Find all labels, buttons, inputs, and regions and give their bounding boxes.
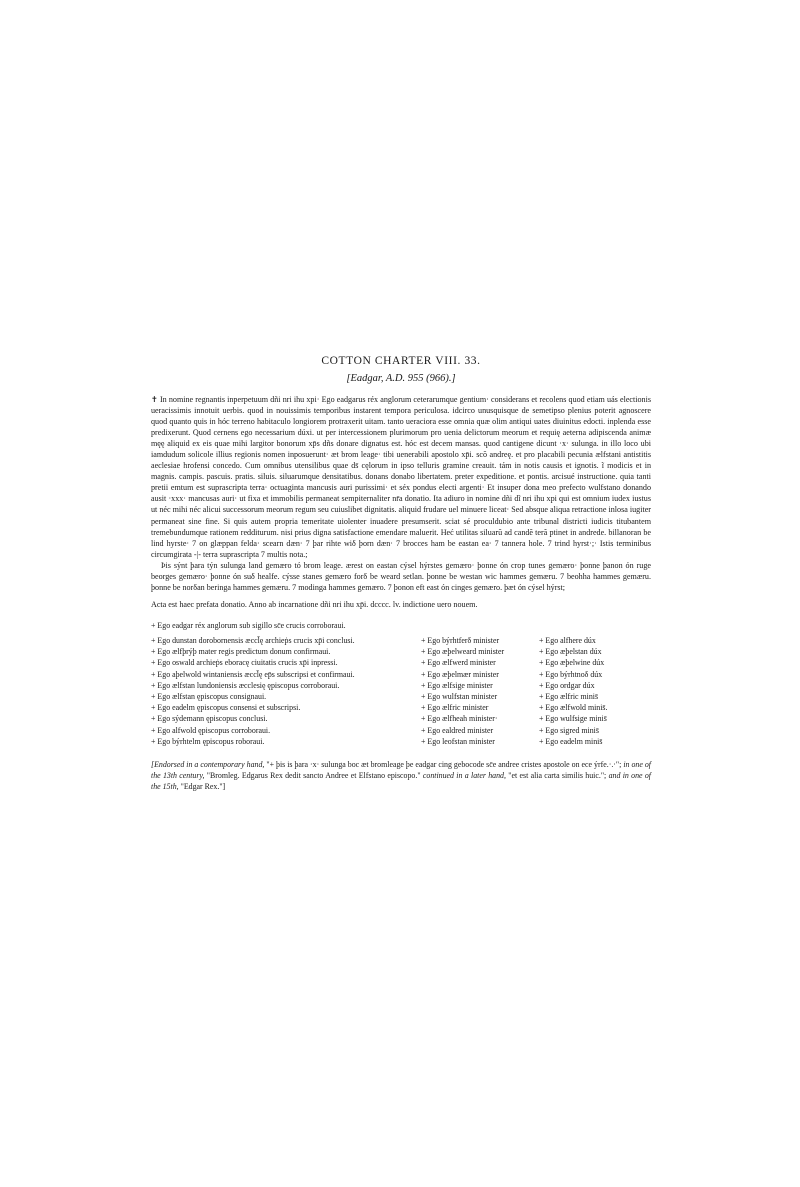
witness-list [151,620,651,747]
endorsement-quote: "et est alia carta similis huic."; [508,771,607,781]
witness-row: + Ego ælfric minister [421,703,489,713]
witness-row: + Ego sigred minis̄ [539,725,599,735]
witness-row: + Ego leofstan minister [421,736,495,746]
witness-row: + Ego býrhtferδ minister [421,636,500,646]
witness-row: + Ego eadelm minis̄ [539,736,603,746]
charter-text: ✝ In nomine regnantis inperpetuum dñi nri ihu xpi· Ego eadgarus réx anglorum ceterarumque gentium· considerans et recolens quod etiam uás electionis ueracissimis innotuit uerbis. quod in nouissimis temporibus instarent tempora periculosa. idcirco unusquisque de semetipso plenius poterit agnoscere quod quanto quis in hóc terreno habitaculo longiorem protraxerit uitam. tanto ueraciora esse omnia quæ olim antiqui uates diuinitus edocti. inplenda esse predixerunt. Quod cernens ego necessarium dúxi. ut per intercessionem plurimorum pro uenia delictorum meorum et requię aeterna adipiscenda animæ męę aliquid ex eis quae mihi largitor bonorum xp̄s dñs donare dignatus est. hóc est decem mansas. quod cantigene dicunt ·x· sulunga. in illo loco ubi iamdudum solicole illius regionis nomen inposuerunt· æt brom leage· tibi uenerabili apostolo xp̄i. scõ andreę. et pro placabili pecunia ælfstani antistitis aeclesiae hrofensi concedo. Cum omnibus utensilibus quae ds̄ cęlorum in ipso telluris gramine creauit. tám in notis causis et ignotis. ĩ modicis et in magnis. campis. pascuis. pratis. siluis. siluarumque densitatibus. donans donabo libertatem. preter expeditione. et pontis. arcisué instructione. quia tanti pretii emtum est suprascripta terra· octuaginta mancusis auri purissimi· et séx pondus electi argenti· Et insuper dona meo prefecto wulfstano donando ausit ·xxx· mancusas auri· ut fixa et immobilis permaneat sempiternaliter nr̄a donatio. Ita adiuro in nomine dñi dĩ nri ihu xpi qui est omnium iudex iustus ut néc mihi néc alicui successorum meorum regum seu cuiuslibet dignitatis. aliquid frudare uel minuere liceat· Sed absque aliqua retractione inlosa iugiter permaneat sine fine. Si quis autem propria temeritate uiolenter inuadere presumserit. sciat sé proculdubio ante tribunal districti iudicis titubantem tremebundumque rationem redditurum. nisi prius digna satisfactione emendare maluerit. Heć utilitas siluarũ ad candẽ terã ptinet in andrede. billanoran be lind hyrste· 7 on glæppan felda· scearn dæn· 7 þar rihte wiδ þorn dæn· 7 brocces ham be eastan ea· 7 tannera hole. 7 trind hyrst·;· Istis terminibus circumgirata -|- terra suprascripta 7 multis nota.; [151,395,651,559]
witness-row: + Ego alfwold ępiscopus corroboraui. [151,725,271,735]
witness-king: + Ego eadgar réx anglorum sub sigillo sc̄e crucis corroboraui. [151,620,346,630]
witness-row: + Ego ordgar dúx [539,680,595,690]
endorsement-label: [Endorsed in a contemporary hand, [151,760,265,770]
witness-column-ministers [421,635,539,747]
witness-row: + Ego æþelmær minister [421,669,499,679]
witness-row: + Ego wulfsige minis̄ [539,714,607,724]
witness-column-duces [539,635,651,747]
witness-row: + Ego ælfstan ępiscopus consignaui. [151,692,267,702]
witness-column-bishops [151,635,421,747]
endorsement-quote: "Edgar Rex."] [180,782,226,792]
witness-row: + Ego alfhere dúx [539,636,596,646]
boundaries-text: Þis sýnt þara týn sulunga land gemæro tó brom leage. ærest on eastan cýsel hýrstes gemæro· þonne ón crop tunes gemæro· þonne þanon ón ruge beorges gemæro· þonne ón suδ healfe. cýsse stanes gemæro forδ be weard setlan. þonne be westan wic hammes gemæru. 7 beohha hammes gemæru. þonne be norδan beringa hammes gemæru. 7 modinga hammes gemæro. 7 þonon eft east ón cinges gemæro. þæt ón cýsel hýrst; [151,560,651,592]
witness-row: + Ego ælfþrýþ mater regis predictum donum confirmaui. [151,647,331,657]
endorsement-quote: "Bromleg. Edgarus Rex dedit sancto Andree et Elfstano episcopo." [206,771,421,781]
charter-page [151,355,651,800]
acta-line: Acta est haec prefata donatio. Anno ab incarnatione dñi nri ihu xp̄i. dcccc. lv. indictione uero nouem. [151,599,478,609]
page-subtitle: [Eadgar, A.D. 955 (966).] [346,373,456,384]
witness-row: + Ego býrhtnoδ dúx [539,669,603,679]
witness-row: + Ego æþelweard minister [421,647,505,657]
witness-row: + Ego ælfheah minister· [421,714,498,724]
witness-row: + Ego aþelwold wintaniensis æccl̄ę ep̄s subscripsi et confirmaui. [151,669,355,679]
page-title: COTTON CHARTER VIII. 33. [321,355,481,367]
witness-row: + Ego wulfstan minister [421,692,498,702]
witness-row: + Ego oswald archieṗs eboracę ciuitatis crucis xp̄i inpressi. [151,658,338,668]
witness-row: + Ego ælfwold minis̄. [539,703,608,713]
endorsement-note [151,759,651,792]
witness-row: + Ego sýdemann ępiscopus conclusi. [151,714,268,724]
endorsement-label: and in one of the 15th, [151,771,651,792]
witness-row: + Ego dunstan dorobornensis æccl̄ę archieṗs crucis xp̄i conclusi. [151,636,355,646]
endorsement-label: continued in a later hand, [422,771,506,781]
endorsement-label: in one of the 13th century, [151,760,651,781]
witness-row: + Ego ælfsige minister [421,680,493,690]
witness-row: + Ego ælfric minis̄ [539,692,599,702]
witness-columns [151,635,651,747]
witness-row: + Ego býrhtelm ępiscopus roboraui. [151,736,265,746]
witness-row: + Ego ælfstan lundoniensis æcclesię ępiscopus corroboraui. [151,680,340,690]
witness-row: + Ego æþelwine dúx [539,658,605,668]
witness-row: + Ego ælfwerd minister [421,658,496,668]
witness-row: + Ego æþelstan dúx [539,647,602,657]
witness-row: + Ego ealdred minister [421,725,494,735]
endorsement-quote: "+ þis is þara ·x· sulunga boc æt bromleage þe eadgar cing gebocode sc̄e andree cristes apostole on ece ýrfe.·.·"; [266,760,622,770]
witness-row: + Ego eadelm ępiscopus consensi et subscripsi. [151,703,301,713]
